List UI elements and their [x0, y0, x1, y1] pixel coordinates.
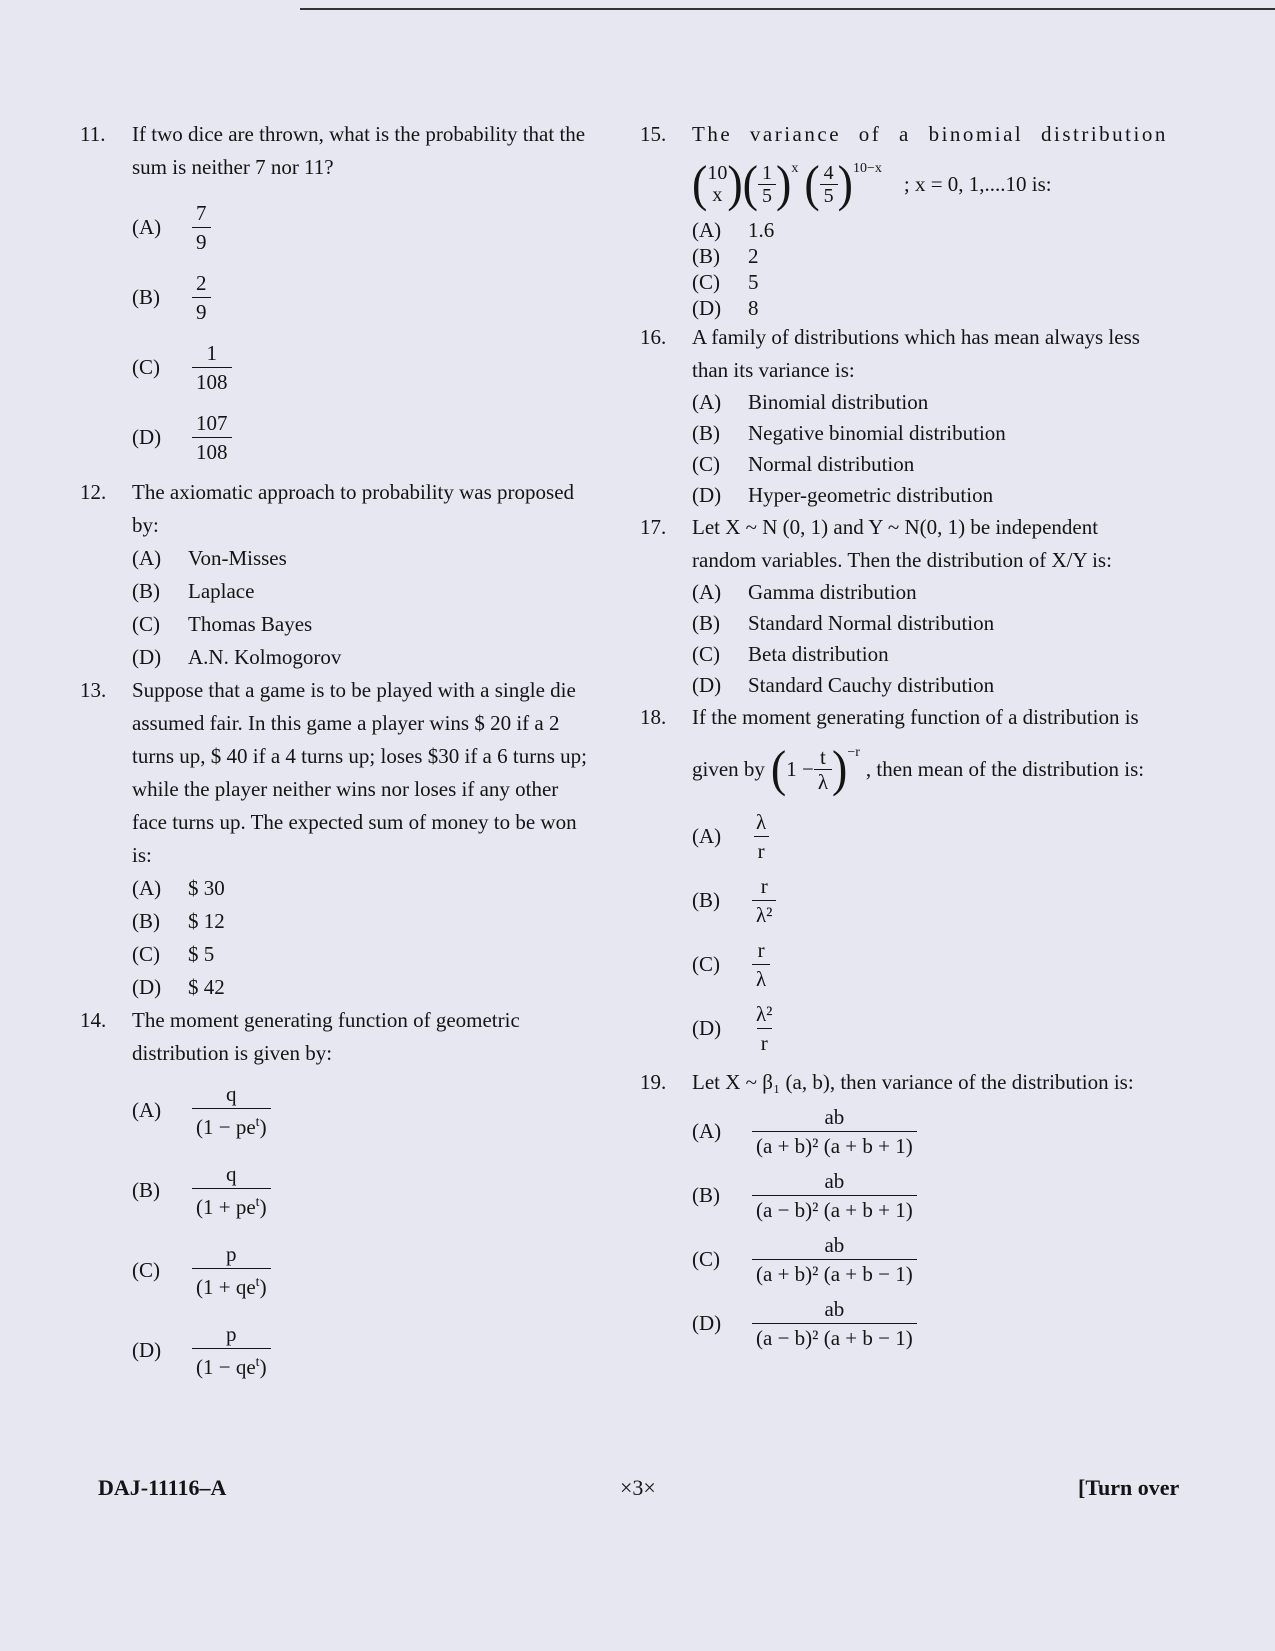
option-b: (B) $ 12 [132, 909, 225, 933]
option-b: (B) $\frac{2}{9}$ [132, 262, 625, 332]
option-a: (A) $\frac{\lambda}{r}$ [692, 804, 1200, 868]
option-c: (C) $ 5 [132, 942, 215, 966]
binomial-formula: ( 10 x ) ( $\frac{1}{5}$ ) $^x$ ( $\frac{4}{5}$ ) $^{10-x}$ ; x = 0, 1,....10 is: [692, 155, 1052, 212]
question-16: 16. A family of distributions which has mean always less than its variance is: [640, 325, 1140, 382]
option-d: (D) $\frac{107}{108}$ [132, 402, 625, 472]
mgf-formula: given by ( 1 − $\frac{t}{\lambda}$ ) $^{-r}$ , then mean of the distribution is: [692, 740, 1145, 797]
left-column [80, 118, 625, 1390]
option-d: (D) A.N. Kolmogorov [132, 645, 342, 669]
option-c: (C) Normal distribution [692, 452, 915, 476]
option-d: (D) Standard Cauchy distribution [692, 673, 995, 697]
option-c: (C) Beta distribution [692, 642, 889, 666]
option-b: (B) Negative binomial distribution [692, 421, 1006, 445]
right-column [640, 118, 1200, 1355]
option-a: (A) $\frac{q}{(1 - pe^t)}$ [132, 1070, 625, 1150]
option-d: (D) Hyper-geometric distribution [692, 483, 994, 507]
option-d: (D) 8 [692, 296, 759, 320]
option-b: (B) Standard Normal distribution [692, 611, 995, 635]
question-17: 17. Let X ~ N (0, 1) and Y ~ N(0, 1) be independent random variables. Then the distribution of X/Y is: [640, 515, 1112, 572]
top-rule [300, 8, 1275, 10]
option-c: (C) $\frac{ab}{\text{(a + b)² (a + b − 1)}}$ [692, 1227, 1200, 1291]
question-15: 15. The variance of a binomial distribution [640, 122, 1168, 146]
option-d: (D) $\frac{p}{(1 - qe^t)}$ [132, 1310, 625, 1390]
option-d: (D) $\frac{ab}{\text{(a − b)² (a + b − 1)}}$ [692, 1291, 1200, 1355]
turn-over: [Turn over [1078, 1475, 1180, 1500]
option-a: (A) 1.6 [692, 218, 775, 242]
option-d: (D) $\frac{\text{λ²}}{r}$ [692, 1001, 773, 1055]
question-19: 19. Let X ~ β₁ (a, b), then variance of the distribution is: [640, 1070, 1134, 1094]
option-c: (C) $\frac{1}{108}$ [132, 332, 625, 402]
option-a: (A) $ 30 [132, 876, 225, 900]
question-14: 14. The moment generating function of geometric distribution is given by: [80, 1008, 520, 1065]
option-b: (B) Laplace [132, 579, 255, 603]
option-c: (C) Thomas Bayes [132, 612, 313, 636]
question-text: If two dice are thrown, what is the probability that the sum is neither 7 nor 11? [132, 122, 586, 179]
option-b: (B) $\frac{q}{(1 + pe^t)}$ [132, 1150, 625, 1230]
page-number: ×3× [620, 1475, 656, 1500]
option-a: (A) $\frac{7}{9}$ [132, 192, 625, 262]
option-a: (A) Binomial distribution [692, 390, 929, 414]
option-c: (C) $\frac{p}{(1 + qe^t)}$ [132, 1230, 625, 1310]
paper-code: DAJ-11116–A [98, 1475, 227, 1500]
option-a: (A) Gamma distribution [692, 580, 917, 604]
question-number: 11. [80, 122, 106, 146]
option-b: (B) $\frac{ab}{\text{(a − b)² (a + b + 1)}}$ [692, 1163, 1200, 1227]
question-11 [80, 118, 625, 184]
option-c: (C) 5 [692, 270, 759, 294]
option-c: (C) $\frac{r}{\lambda}$ [692, 932, 1200, 996]
option-a: (A) $\frac{ab}{\text{(a + b)² (a + b + 1)}}$ [692, 1099, 1200, 1163]
question-12: 12. The axiomatic approach to probability was proposed by: [80, 480, 575, 537]
question-13: 13. Suppose that a game is to be played with a single die assumed fair. In this game a player wins $ 20 if a 2 turns up, $ 40 if a 4 turns up; loses $30 if a 6 turns up; while the player neither wins nor loses if any other face turns up. The expected sum of money to be won is: [80, 678, 587, 867]
option-a: (A) Von-Misses [132, 546, 287, 570]
option-d: (D) $ 42 [132, 975, 225, 999]
option-b: (B) 2 [692, 244, 759, 268]
question-18: 18. If the moment generating function of a distribution is [640, 705, 1139, 729]
option-b: (B) $\frac{r}{\text{λ²}}$ [692, 868, 1200, 932]
